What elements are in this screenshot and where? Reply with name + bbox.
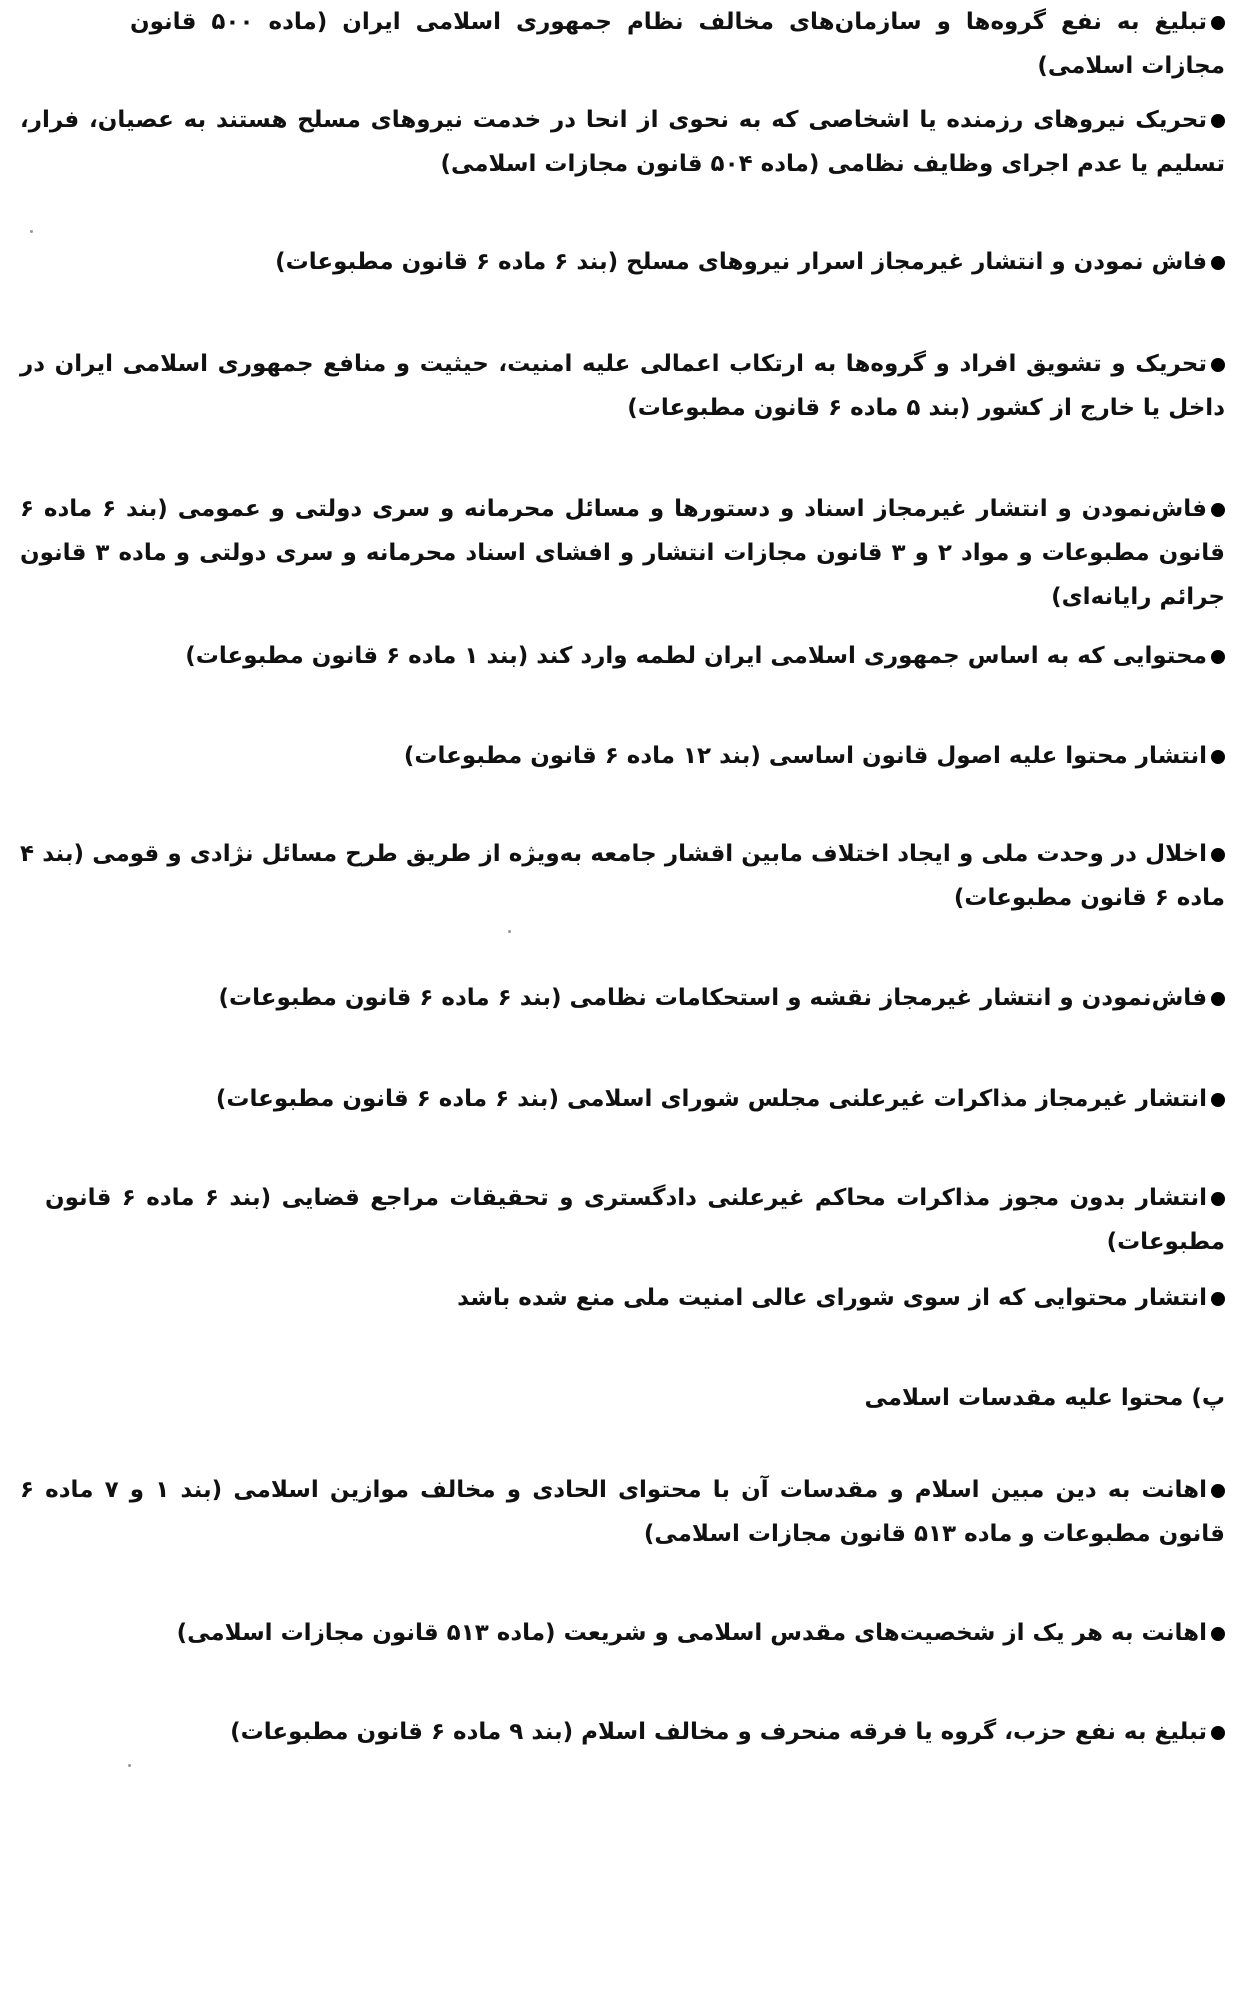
list-item-text: انتشار غیرمجاز مذاکرات غیرعلنی مجلس شورای اسلامی (بند ۶ ماده ۶ قانون مطبوعات) — [215, 1086, 1207, 1112]
list-item — [20, 98, 1225, 186]
list-item — [130, 0, 1225, 88]
list-item — [65, 976, 1225, 1020]
bullet-icon — [1211, 1093, 1225, 1107]
list-item-text: اخلال در وحدت ملی و ایجاد اختلاف مابین اقشار جامعه به‌ویژه از طریق طرح مسائل نژادی و قومی (بند ۴ ماده ۶ قانون مطبوعات) — [20, 841, 1225, 911]
bullet-icon — [1211, 256, 1225, 270]
list-item — [65, 734, 1225, 778]
bullet-icon — [1211, 503, 1225, 517]
scan-speck — [508, 930, 511, 933]
bullet-icon — [1211, 992, 1225, 1006]
bullet-icon — [1211, 650, 1225, 664]
list-item — [65, 1276, 1225, 1320]
list-item-text: انتشار محتوا علیه اصول قانون اساسی (بند ۱۲ ماده ۶ قانون مطبوعات) — [403, 743, 1207, 769]
list-item — [20, 342, 1225, 430]
bullet-icon — [1211, 1484, 1225, 1498]
list-item — [65, 240, 1225, 284]
list-item — [20, 487, 1225, 619]
list-item-text: فاش‌نمودن و انتشار غیرمجاز اسناد و دستورها و مسائل محرمانه و سری دولتی و عمومی (بند ۶ ماده ۶ قانون مطبوعات و مواد ۲ و ۳ قانون مجازات انتشار و افشای اسناد محرمانه و سری دولتی و ماده ۳ قانون جرائم رایانه‌ای) — [20, 496, 1225, 610]
bullet-icon — [1211, 1292, 1225, 1306]
bullet-icon — [1211, 358, 1225, 372]
list-item — [65, 1710, 1225, 1754]
list-item-text: فاش نمودن و انتشار غیرمجاز اسرار نیروهای مسلح (بند ۶ ماده ۶ قانون مطبوعات) — [275, 249, 1207, 275]
list-item-text: تحریک و تشویق افراد و گروه‌ها به ارتکاب اعمالی علیه امنیت، حیثیت و منافع جمهوری اسلامی ایران در داخل یا خارج از کشور (بند ۵ ماده ۶ قانون مطبوعات) — [20, 351, 1225, 421]
bullet-icon — [1211, 114, 1225, 128]
list-item-text: تبلیغ به نفع گروه‌ها و سازمان‌های مخالف نظام جمهوری اسلامی ایران (ماده ۵۰۰ قانون مجازات اسلامی) — [130, 9, 1225, 79]
list-item — [45, 1176, 1225, 1264]
list-item-text: اهانت به دین مبین اسلام و مقدسات آن با محتوای الحادی و مخالف موازین اسلامی (بند ۱ و ۷ ماده ۶ قانون مطبوعات و ماده ۵۱۳ قانون مجازات اسلامی) — [20, 1477, 1225, 1547]
list-item-text: انتشار بدون مجوز مذاکرات محاکم غیرعلنی دادگستری و تحقیقات مراجع قضایی (بند ۶ ماده ۶ قانون مطبوعات) — [45, 1185, 1225, 1255]
list-item — [65, 1611, 1225, 1655]
list-item-text: تحریک نیروهای رزمنده یا اشخاصی که به نحوی از انحا در خدمت نیروهای مسلح هستند به عصیان، فرار، تسلیم یا عدم اجرای وظایف نظامی (ماده ۵۰۴ قانون مجازات اسلامی) — [20, 107, 1225, 177]
list-item-text: اهانت به هر یک از شخصیت‌های مقدس اسلامی و شریعت (ماده ۵۱۳ قانون مجازات اسلامی) — [176, 1620, 1207, 1646]
list-item-text: انتشار محتوایی که از سوی شورای عالی امنیت ملی منع شده باشد — [457, 1285, 1207, 1311]
scan-speck — [30, 230, 33, 233]
bullet-icon — [1211, 16, 1225, 30]
list-item — [65, 634, 1225, 678]
list-item-text: محتوایی که به اساس جمهوری اسلامی ایران لطمه وارد کند (بند ۱ ماده ۶ قانون مطبوعات) — [185, 643, 1207, 669]
list-item-text: فاش‌نمودن و انتشار غیرمجاز نقشه و استحکامات نظامی (بند ۶ ماده ۶ قانون مطبوعات) — [218, 985, 1207, 1011]
list-item — [65, 1077, 1225, 1121]
list-item — [20, 832, 1225, 920]
bullet-icon — [1211, 1192, 1225, 1206]
list-item-text: تبلیغ به نفع حزب، گروه یا فرقه منحرف و مخالف اسلام (بند ۹ ماده ۶ قانون مطبوعات) — [230, 1719, 1207, 1745]
list-item — [20, 1468, 1225, 1556]
bullet-icon — [1211, 848, 1225, 862]
bullet-icon — [1211, 750, 1225, 764]
section-heading: پ) محتوا علیه مقدسات اسلامی — [864, 1385, 1225, 1411]
scan-speck — [128, 1764, 131, 1767]
bullet-icon — [1211, 1627, 1225, 1641]
bullet-icon — [1211, 1726, 1225, 1740]
